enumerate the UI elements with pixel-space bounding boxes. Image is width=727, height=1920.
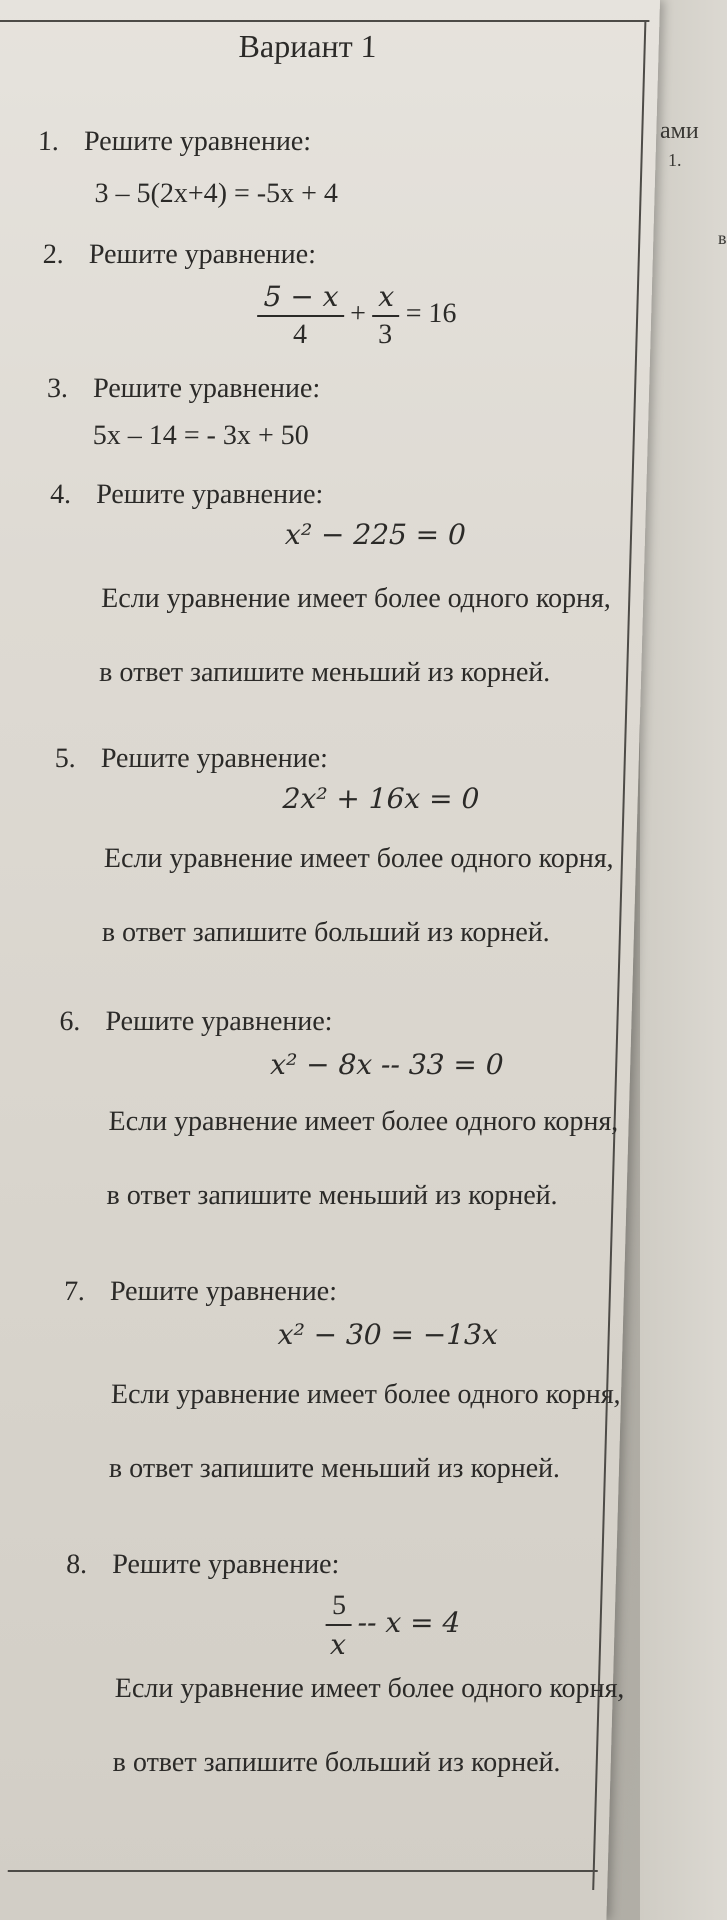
task-number: 8. — [65, 1549, 88, 1580]
fraction — [256, 280, 345, 351]
fraction-numerator: 5 — [326, 1590, 353, 1626]
page-border-bottom — [8, 1870, 598, 1872]
variant-title: Вариант 1 — [238, 28, 378, 64]
fraction-numerator: x — [372, 280, 401, 317]
task-4-note: Если уравнение имеет более одного корня, в ответ запишите меньший из корней. — [98, 583, 612, 688]
task-number: 2. — [42, 239, 65, 270]
background-text: ами — [660, 118, 699, 144]
task-7-equation: x² − 30 = −13x — [277, 1318, 499, 1351]
task-label: Решите уравнение: — [95, 479, 324, 510]
task-5-heading — [54, 742, 328, 776]
background-text: в — [718, 228, 727, 248]
equation-rhs: = 16 — [405, 297, 457, 329]
fraction-numerator: 5 − x — [257, 280, 345, 317]
task-label: Решите уравнение: — [111, 1549, 340, 1580]
task-number: 3. — [46, 373, 69, 404]
task-1-equation: 3 – 5(2x+4) = -5x + 4 — [94, 178, 339, 209]
task-8-note: Если уравнение имеет более одного корня, в ответ запишите больший из корней. — [112, 1673, 625, 1778]
task-5-equation: 2x² + 16x = 0 — [282, 782, 480, 815]
fraction-denominator: 3 — [377, 319, 393, 350]
task-6-equation: x² − 8x -- 33 = 0 — [269, 1048, 505, 1081]
task-number: 6. — [59, 1006, 81, 1037]
task-number: 1. — [37, 126, 60, 157]
task-number: 7. — [63, 1276, 86, 1307]
task-7-heading — [63, 1275, 337, 1309]
task-2-equation — [250, 280, 457, 351]
task-8-equation — [319, 1590, 462, 1661]
task-1-heading — [38, 125, 312, 159]
task-number: 5. — [54, 743, 77, 774]
task-6-note: Если уравнение имеет более одного корня, в ответ запишите меньший из корней. — [106, 1106, 619, 1211]
task-label: Решите уравнение: — [100, 743, 329, 774]
page-border-top — [0, 20, 649, 22]
task-label: Решите уравнение: — [83, 126, 312, 157]
task-4-equation: x² − 225 = 0 — [284, 518, 467, 551]
task-8-heading — [66, 1548, 340, 1582]
task-number: 4. — [49, 479, 72, 510]
task-label: Решите уравнение: — [88, 239, 317, 270]
task-6-heading — [59, 1005, 333, 1039]
task-5-note: Если уравнение имеет более одного корня, в ответ запишите больший из корней. — [101, 843, 615, 948]
equation-rest: -- x = 4 — [357, 1605, 461, 1639]
task-2-heading — [42, 238, 316, 272]
task-3-equation: 5x – 14 = - 3x + 50 — [92, 420, 310, 451]
task-label: Решите уравнение: — [105, 1006, 333, 1037]
task-4-heading — [50, 478, 324, 512]
fraction — [325, 1590, 353, 1661]
task-label: Решите уравнение: — [109, 1276, 338, 1307]
fraction-denominator: x — [329, 1628, 347, 1661]
fraction — [371, 280, 401, 351]
plus-sign: + — [349, 297, 367, 329]
background-sheet — [640, 0, 727, 1920]
task-label: Решите уравнение: — [92, 373, 321, 404]
fraction-denominator: 4 — [292, 319, 308, 350]
background-text: 1. — [668, 150, 682, 170]
task-7-note: Если уравнение имеет более одного корня, в ответ запишите меньший из корней. — [108, 1379, 622, 1484]
task-3-heading — [47, 372, 321, 406]
